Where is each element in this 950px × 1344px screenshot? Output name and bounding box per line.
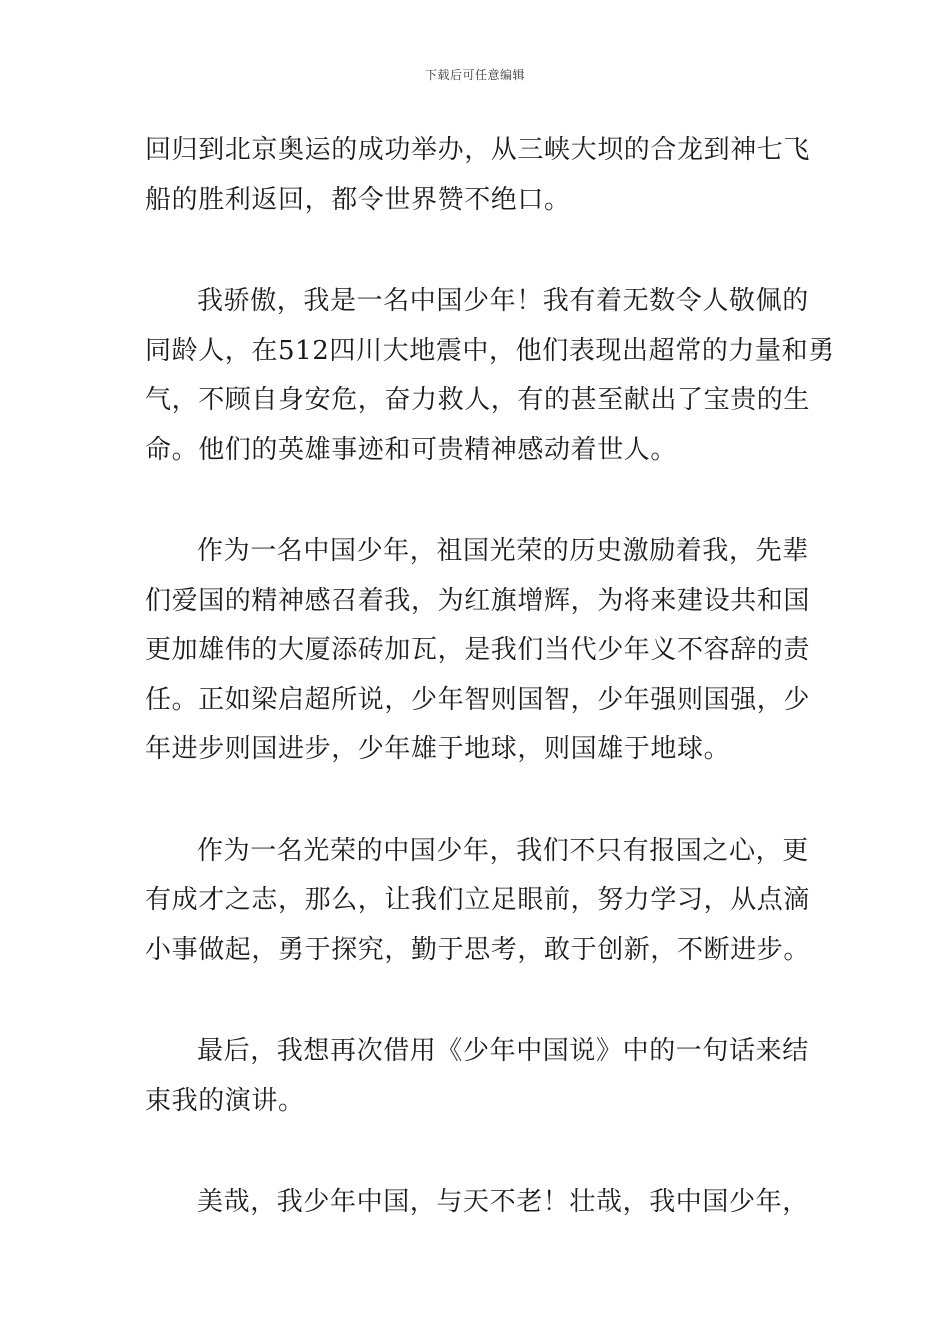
text-line: 船的胜利返回，都令世界赞不绝口。	[145, 184, 571, 215]
document-body	[145, 126, 835, 1280]
text-line: 年进步则国进步，少年雄于地球，则国雄于地球。	[145, 734, 731, 764]
paragraph-5	[145, 1027, 807, 1126]
text-line: 最后，我想再次借用《少年中国说》中的一句话来结	[197, 1036, 809, 1066]
page-header: 下载后可任意编辑	[424, 68, 525, 82]
text-line: 束我的演讲。	[145, 1085, 305, 1116]
paragraph-3	[145, 527, 811, 775]
text-line: 小事做起，勇于探究，勤于思考，敢于创新，不断进步。	[145, 934, 811, 965]
paragraph-2	[145, 277, 835, 475]
paragraph-6	[145, 1178, 807, 1228]
text-line: 命。他们的英雄事迹和可贵精神感动着世人。	[145, 434, 678, 465]
paragraph-1	[145, 126, 811, 225]
text-line: 们爱国的精神感召着我，为红旗增辉，为将来建设共和国	[145, 585, 811, 616]
paragraph-4	[145, 827, 811, 976]
text-line: 任。正如梁启超所说，少年智则国智，少年强则国强，少	[145, 684, 811, 715]
text-line: 同龄人，在512四川大地震中，他们表现出超常的力量和勇	[145, 335, 835, 366]
text-line: 我骄傲，我是一名中国少年！我有着无数令人敬佩的	[197, 286, 809, 316]
text-line: 作为一名光荣的中国少年，我们不只有报国之心，更	[197, 835, 809, 866]
text-line: 更加雄伟的大厦添砖加瓦，是我们当代少年义不容辞的责	[145, 635, 811, 665]
text-line: 回归到北京奥运的成功举办，从三峡大坝的合龙到神七飞	[145, 135, 811, 165]
text-line: 作为一名中国少年，祖国光荣的历史激励着我，先辈	[197, 536, 809, 566]
text-line: 美哉，我少年中国，与天不老！壮哉，我中国少年，	[197, 1187, 809, 1217]
text-line: 气，不顾自身安危，奋力救人，有的甚至献出了宝贵的生	[145, 385, 811, 415]
text-line: 有成才之志，那么，让我们立足眼前，努力学习，从点滴	[145, 885, 811, 915]
